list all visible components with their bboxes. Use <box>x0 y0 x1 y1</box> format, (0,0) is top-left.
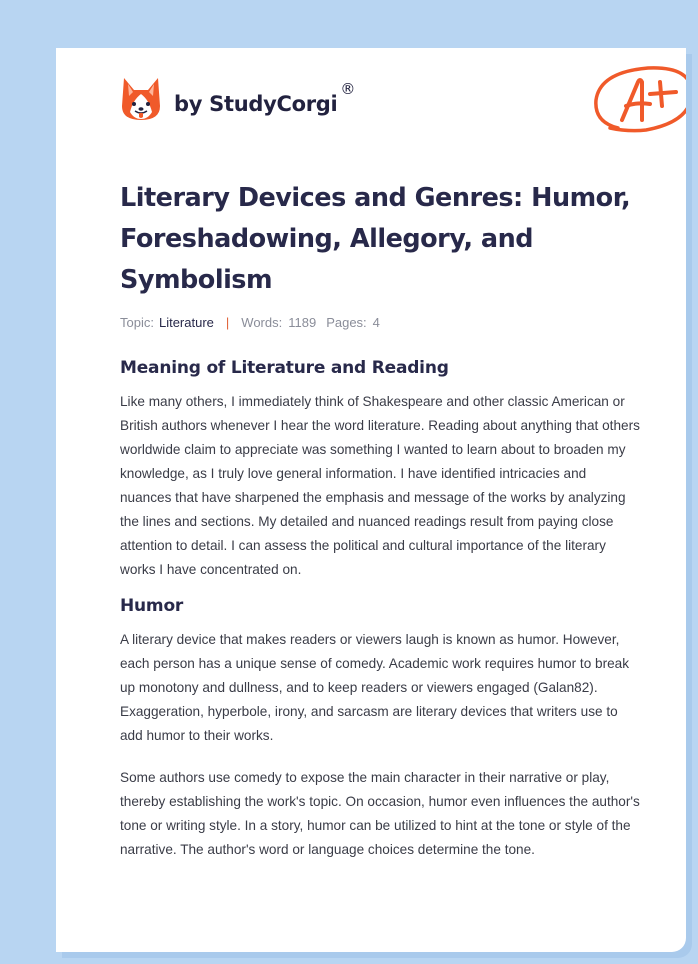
paragraph: Some authors use comedy to expose the main character in their narrative or play, thereby establishing the work's topic. On occasion, humor even influences the author's tone or writing style. In a story, humor can be utilized to hint at the tone or style of the narrative. The author's word or language choices determine the tone. <box>120 770 640 857</box>
meta-separator: | <box>225 315 230 330</box>
section-heading: Meaning of Literature and Reading <box>120 358 449 378</box>
words-count: 1189 <box>288 315 317 330</box>
paragraph: Like many others, I immediately think of Shakespeare and other classic American or British authors whenever I hear the word literature. Reading about anything that others worldwide claim to appreciate was something I wanted to learn about to broaden my knowledge, as I truly love general information. I have identified intricacies and nuances that have sharpened the emphasis and message of the works by analyzing the lines and sections. My detailed and nuanced readings result from paying close attention to detail. I can assess the political and cultural importance of the literary works I have concentrated on. <box>120 394 640 577</box>
article <box>120 178 640 862</box>
a-plus-grade-icon <box>588 60 686 140</box>
section-heading: Humor <box>120 596 184 616</box>
header <box>120 72 650 162</box>
words-label: Words: <box>241 315 283 330</box>
article-meta <box>120 315 640 330</box>
pages-count: 4 <box>372 315 380 330</box>
topic-label: Topic: <box>120 315 154 330</box>
pages-label: Pages: <box>326 315 367 330</box>
page-title: Literary Devices and Genres: Humor, Foreshadowing, Allegory, and Symbolism <box>120 183 631 295</box>
corgi-logo-icon <box>120 76 162 122</box>
registered-mark: ® <box>340 80 356 98</box>
paragraph: A literary device that makes readers or viewers laugh is known as humor. However, each person has a unique sense of comedy. Academic work requires humor to break up monotony and dullness, and to keep readers or viewers engaged (Galan82). Exaggeration, hyperbole, irony, and sarcasm are literary devices that writers use to add humor to their works. <box>120 632 630 743</box>
brand-name: by StudyCorgi <box>174 92 338 116</box>
studycorgi-logo[interactable] <box>120 76 355 122</box>
document-card <box>56 48 686 952</box>
topic-link[interactable]: Literature <box>158 315 214 330</box>
